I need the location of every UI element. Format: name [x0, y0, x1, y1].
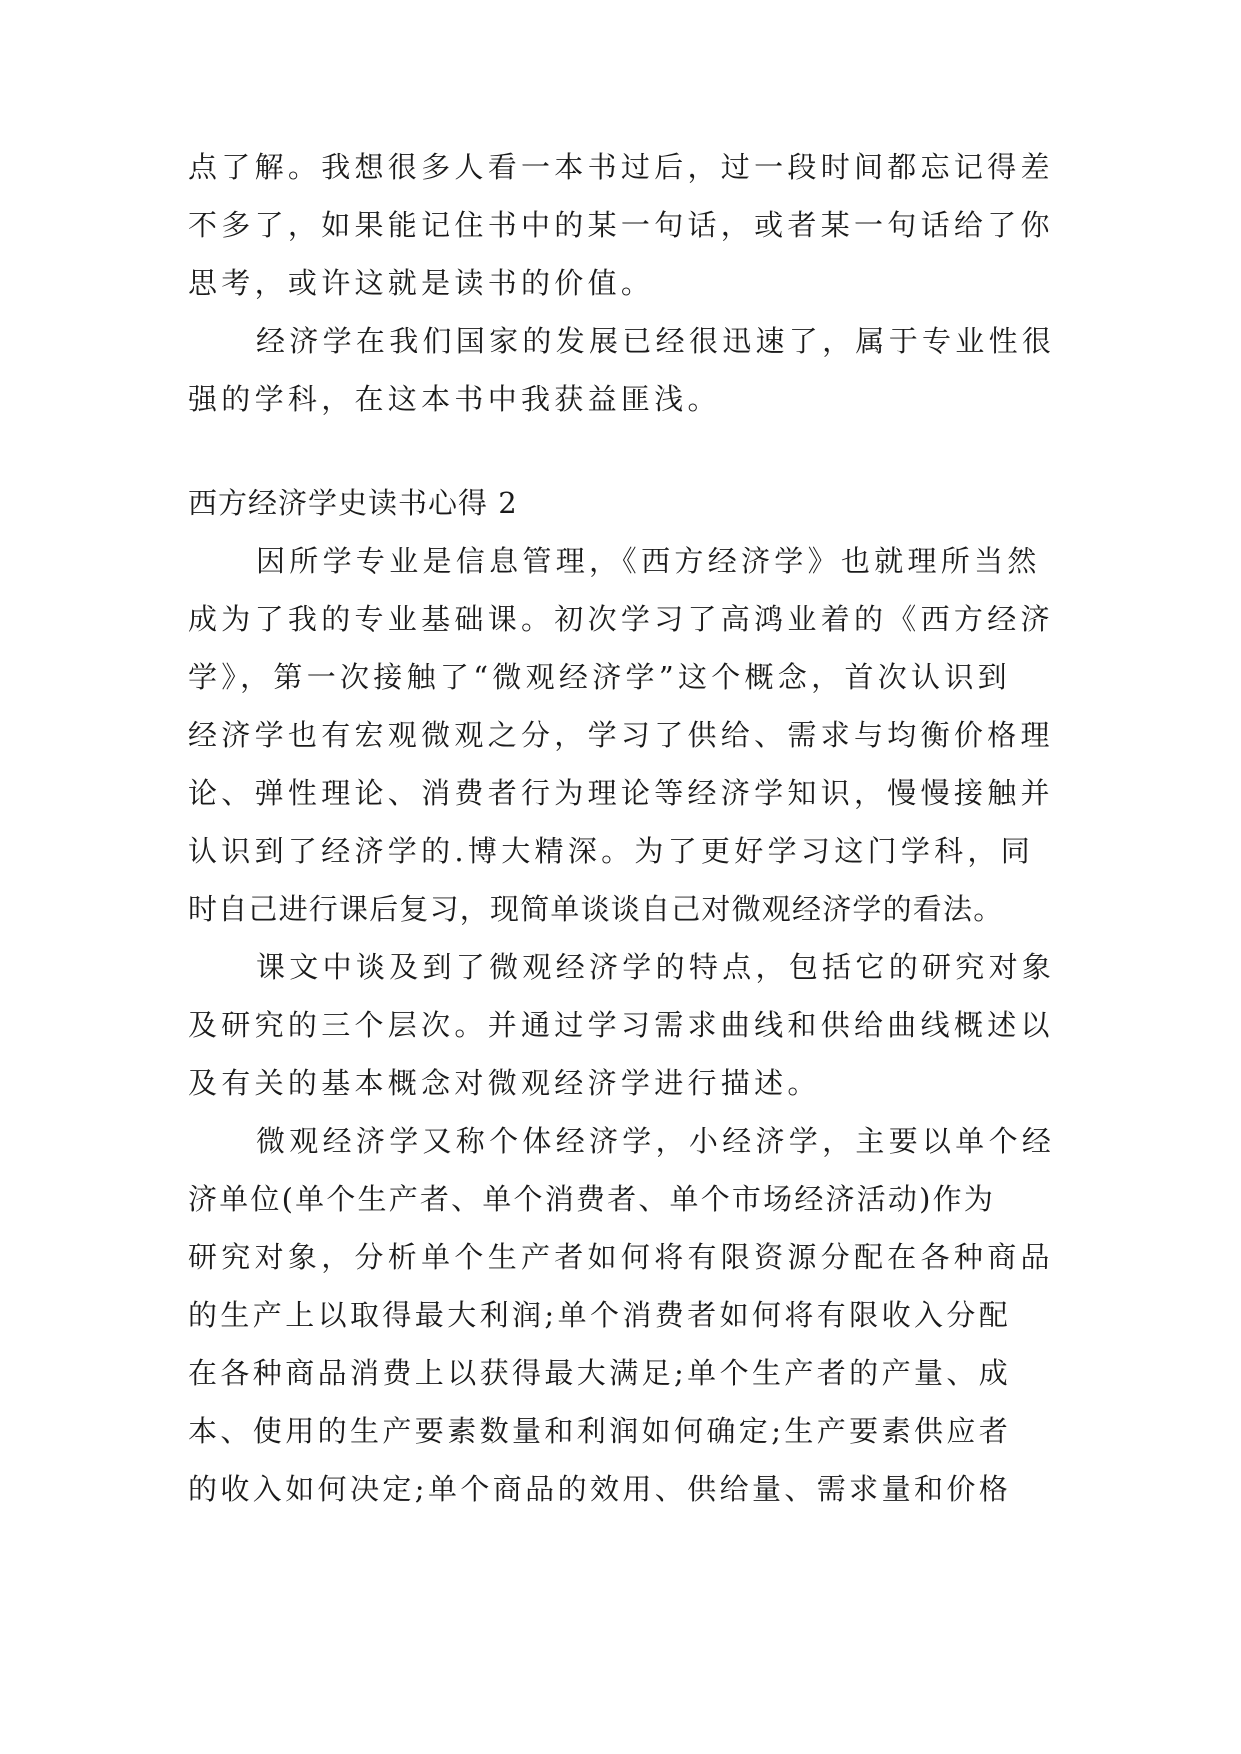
- document-page: [188, 138, 1058, 1518]
- section-paragraph-1: [188, 532, 1058, 938]
- section-paragraph-3: [188, 1112, 1058, 1518]
- text-line: 认识到了经济学的.博大精深。为了更好学习这门学科，同: [188, 834, 1035, 868]
- text-line: 及有关的基本概念对微观经济学进行描述。: [188, 1066, 821, 1100]
- text-line: 因所学专业是信息管理，《西方经济学》也就理所当然: [256, 544, 1041, 578]
- text-line: 微观经济学又称个体经济学，小经济学，主要以单个经: [256, 1124, 1056, 1158]
- section-paragraph-2: [188, 938, 1058, 1112]
- text-line: 时自己进行课后复习，现简单谈谈自己对微观经济学的看法。: [188, 892, 1004, 926]
- text-line: 成为了我的专业基础课。初次学习了高鸿业着的《西方经济: [188, 602, 1054, 636]
- text-line: 济单位(单个生产者、单个消费者、单个市场经济活动)作为: [188, 1182, 996, 1216]
- text-line: 研究对象，分析单个生产者如何将有限资源分配在各种商品: [188, 1240, 1054, 1274]
- text-line: 思考，或许这就是读书的价值。: [188, 266, 655, 300]
- text-line: 学》，第一次接触了“微观经济学”这个概念，首次认识到: [188, 660, 1011, 694]
- intro-paragraph: [188, 138, 1058, 312]
- text-line: 本、使用的生产要素数量和利润如何确定;生产要素供应者: [188, 1414, 1012, 1448]
- text-line: 课文中谈及到了微观经济学的特点，包括它的研究对象: [256, 950, 1056, 984]
- text-line: 及研究的三个层次。并通过学习需求曲线和供给曲线概述以: [188, 1008, 1054, 1042]
- text-line: 不多了，如果能记住书中的某一句话，或者某一句话给了你: [188, 208, 1054, 242]
- text-line: 论、弹性理论、消费者行为理论等经济学知识，慢慢接触并: [188, 776, 1054, 810]
- text-line: 点了解。我想很多人看一本书过后，过一段时间都忘记得差: [188, 150, 1054, 184]
- text-line: 的生产上以取得最大利润;单个消费者如何将有限收入分配: [188, 1298, 1012, 1332]
- section-title: 西方经济学史读书心得 2: [188, 486, 518, 520]
- text-line: 的收入如何决定;单个商品的效用、供给量、需求量和价格: [188, 1472, 1012, 1506]
- text-line: 在各种商品消费上以获得最大满足;单个生产者的产量、成: [188, 1356, 1012, 1390]
- text-line: 经济学也有宏观微观之分，学习了供给、需求与均衡价格理: [188, 718, 1054, 752]
- text-line: 强的学科，在这本书中我获益匪浅。: [188, 382, 721, 416]
- text-line: 经济学在我们国家的发展已经很迅速了，属于专业性很: [256, 324, 1056, 358]
- intro-paragraph-2: [188, 312, 1058, 428]
